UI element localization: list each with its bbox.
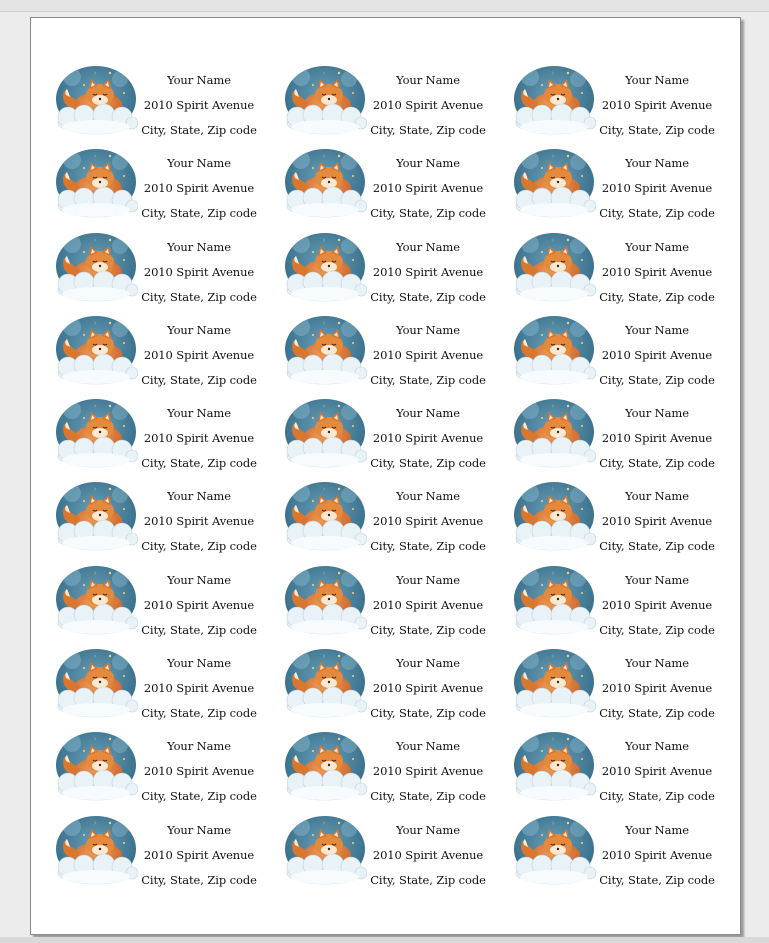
street-address[interactable]: 2010 Spirit Avenue bbox=[143, 98, 255, 112]
address-block bbox=[141, 734, 257, 809]
recipient-name[interactable]: Your Name bbox=[167, 322, 231, 337]
address-label bbox=[279, 645, 508, 728]
address-block bbox=[599, 151, 715, 226]
city-state-zip[interactable]: City, State, Zip code bbox=[370, 372, 486, 387]
sleeping-fox-on-cloud-icon bbox=[512, 65, 596, 139]
address-label bbox=[508, 312, 737, 395]
address-block bbox=[370, 318, 486, 393]
recipient-name[interactable]: Your Name bbox=[625, 822, 689, 837]
recipient-name[interactable]: Your Name bbox=[167, 73, 231, 87]
street-address[interactable]: 2010 Spirit Avenue bbox=[601, 181, 713, 196]
address-block bbox=[599, 484, 715, 559]
address-block bbox=[599, 568, 715, 643]
street-address[interactable]: 2010 Spirit Avenue bbox=[372, 764, 484, 779]
label-sheet-page bbox=[30, 17, 741, 935]
address-label bbox=[508, 395, 737, 478]
city-state-zip[interactable]: City, State, Zip code bbox=[599, 123, 715, 137]
recipient-name[interactable]: Your Name bbox=[396, 822, 460, 837]
city-state-zip[interactable]: City, State, Zip code bbox=[141, 456, 257, 471]
address-label bbox=[50, 812, 279, 895]
street-address[interactable]: 2010 Spirit Avenue bbox=[601, 681, 713, 696]
address-label bbox=[50, 145, 279, 228]
sleeping-fox-on-cloud-icon bbox=[283, 315, 367, 389]
city-state-zip[interactable]: City, State, Zip code bbox=[370, 456, 486, 471]
city-state-zip[interactable]: City, State, Zip code bbox=[370, 123, 486, 137]
recipient-name[interactable]: Your Name bbox=[396, 489, 460, 504]
street-address[interactable]: 2010 Spirit Avenue bbox=[143, 764, 255, 779]
city-state-zip[interactable]: City, State, Zip code bbox=[599, 456, 715, 471]
address-block bbox=[599, 235, 715, 310]
sleeping-fox-on-cloud-icon bbox=[54, 65, 138, 139]
city-state-zip[interactable]: City, State, Zip code bbox=[599, 289, 715, 304]
sleeping-fox-on-cloud-icon bbox=[512, 398, 596, 472]
street-address[interactable]: 2010 Spirit Avenue bbox=[372, 514, 484, 529]
street-address[interactable]: 2010 Spirit Avenue bbox=[601, 847, 713, 862]
recipient-name[interactable]: Your Name bbox=[167, 406, 231, 421]
recipient-name[interactable]: Your Name bbox=[625, 406, 689, 421]
recipient-name[interactable]: Your Name bbox=[167, 489, 231, 504]
viewer-top-bar bbox=[0, 0, 769, 12]
address-label bbox=[508, 812, 737, 895]
sleeping-fox-on-cloud-icon bbox=[512, 731, 596, 805]
street-address[interactable]: 2010 Spirit Avenue bbox=[601, 431, 713, 446]
recipient-name[interactable]: Your Name bbox=[625, 489, 689, 504]
address-label bbox=[279, 229, 508, 312]
address-label bbox=[508, 62, 737, 145]
address-label bbox=[50, 312, 279, 395]
sleeping-fox-on-cloud-icon bbox=[512, 815, 596, 889]
address-label bbox=[279, 395, 508, 478]
street-address[interactable]: 2010 Spirit Avenue bbox=[372, 431, 484, 446]
city-state-zip[interactable]: City, State, Zip code bbox=[141, 289, 257, 304]
city-state-zip[interactable]: City, State, Zip code bbox=[141, 789, 257, 804]
address-label bbox=[279, 478, 508, 561]
address-block bbox=[370, 401, 486, 476]
city-state-zip[interactable]: City, State, Zip code bbox=[141, 622, 257, 637]
address-label bbox=[279, 562, 508, 645]
sleeping-fox-on-cloud-icon bbox=[283, 648, 367, 722]
street-address[interactable]: 2010 Spirit Avenue bbox=[143, 681, 255, 696]
city-state-zip[interactable]: City, State, Zip code bbox=[370, 289, 486, 304]
city-state-zip[interactable]: City, State, Zip code bbox=[599, 539, 715, 554]
city-state-zip[interactable]: City, State, Zip code bbox=[141, 706, 257, 721]
street-address[interactable]: 2010 Spirit Avenue bbox=[143, 847, 255, 862]
address-label bbox=[508, 229, 737, 312]
street-address[interactable]: 2010 Spirit Avenue bbox=[601, 264, 713, 279]
sleeping-fox-on-cloud-icon bbox=[54, 731, 138, 805]
street-address[interactable]: 2010 Spirit Avenue bbox=[372, 347, 484, 362]
street-address[interactable]: 2010 Spirit Avenue bbox=[372, 181, 484, 196]
street-address[interactable]: 2010 Spirit Avenue bbox=[601, 514, 713, 529]
street-address[interactable]: 2010 Spirit Avenue bbox=[601, 98, 713, 112]
address-label bbox=[279, 312, 508, 395]
sleeping-fox-on-cloud-icon bbox=[54, 148, 138, 222]
street-address[interactable]: 2010 Spirit Avenue bbox=[601, 597, 713, 612]
recipient-name[interactable]: Your Name bbox=[167, 572, 231, 587]
sleeping-fox-on-cloud-icon bbox=[283, 731, 367, 805]
city-state-zip[interactable]: City, State, Zip code bbox=[599, 872, 715, 887]
sleeping-fox-on-cloud-icon bbox=[54, 815, 138, 889]
recipient-name[interactable]: Your Name bbox=[625, 322, 689, 337]
sleeping-fox-on-cloud-icon bbox=[54, 565, 138, 639]
city-state-zip[interactable]: City, State, Zip code bbox=[141, 872, 257, 887]
sleeping-fox-on-cloud-icon bbox=[54, 648, 138, 722]
recipient-name[interactable]: Your Name bbox=[625, 239, 689, 254]
label-grid bbox=[50, 62, 737, 895]
city-state-zip[interactable]: City, State, Zip code bbox=[370, 206, 486, 221]
city-state-zip[interactable]: City, State, Zip code bbox=[370, 706, 486, 721]
city-state-zip[interactable]: City, State, Zip code bbox=[599, 789, 715, 804]
recipient-name[interactable]: Your Name bbox=[625, 73, 689, 87]
sleeping-fox-on-cloud-icon bbox=[283, 65, 367, 139]
address-block bbox=[141, 318, 257, 393]
street-address[interactable]: 2010 Spirit Avenue bbox=[601, 764, 713, 779]
address-label bbox=[508, 478, 737, 561]
address-block bbox=[599, 818, 715, 893]
street-address[interactable]: 2010 Spirit Avenue bbox=[143, 514, 255, 529]
recipient-name[interactable]: Your Name bbox=[167, 239, 231, 254]
city-state-zip[interactable]: City, State, Zip code bbox=[141, 206, 257, 221]
sleeping-fox-on-cloud-icon bbox=[54, 232, 138, 306]
street-address[interactable]: 2010 Spirit Avenue bbox=[143, 347, 255, 362]
address-label bbox=[508, 562, 737, 645]
sleeping-fox-on-cloud-icon bbox=[283, 398, 367, 472]
address-block bbox=[141, 151, 257, 226]
recipient-name[interactable]: Your Name bbox=[396, 406, 460, 421]
address-label bbox=[279, 145, 508, 228]
address-block bbox=[370, 68, 486, 143]
recipient-name[interactable]: Your Name bbox=[625, 156, 689, 171]
street-address[interactable]: 2010 Spirit Avenue bbox=[372, 597, 484, 612]
address-label bbox=[508, 728, 737, 811]
city-state-zip[interactable]: City, State, Zip code bbox=[599, 372, 715, 387]
address-label bbox=[508, 145, 737, 228]
sleeping-fox-on-cloud-icon bbox=[54, 315, 138, 389]
sleeping-fox-on-cloud-icon bbox=[283, 815, 367, 889]
street-address[interactable]: 2010 Spirit Avenue bbox=[372, 98, 484, 112]
sleeping-fox-on-cloud-icon bbox=[54, 398, 138, 472]
recipient-name[interactable]: Your Name bbox=[167, 739, 231, 754]
address-block bbox=[370, 818, 486, 893]
city-state-zip[interactable]: City, State, Zip code bbox=[370, 872, 486, 887]
recipient-name[interactable]: Your Name bbox=[625, 656, 689, 671]
street-address[interactable]: 2010 Spirit Avenue bbox=[143, 181, 255, 196]
address-block bbox=[141, 484, 257, 559]
sleeping-fox-on-cloud-icon bbox=[512, 648, 596, 722]
sleeping-fox-on-cloud-icon bbox=[283, 481, 367, 555]
recipient-name[interactable]: Your Name bbox=[396, 239, 460, 254]
address-block bbox=[370, 651, 486, 726]
address-label bbox=[279, 728, 508, 811]
sleeping-fox-on-cloud-icon bbox=[283, 232, 367, 306]
street-address[interactable]: 2010 Spirit Avenue bbox=[143, 264, 255, 279]
address-block bbox=[141, 818, 257, 893]
city-state-zip[interactable]: City, State, Zip code bbox=[599, 622, 715, 637]
sleeping-fox-on-cloud-icon bbox=[512, 232, 596, 306]
address-block bbox=[141, 568, 257, 643]
address-label bbox=[279, 62, 508, 145]
address-block bbox=[141, 651, 257, 726]
recipient-name[interactable]: Your Name bbox=[396, 156, 460, 171]
city-state-zip[interactable]: City, State, Zip code bbox=[141, 539, 257, 554]
address-block bbox=[599, 651, 715, 726]
address-block bbox=[141, 68, 257, 143]
address-label bbox=[279, 812, 508, 895]
address-label bbox=[50, 478, 279, 561]
city-state-zip[interactable]: City, State, Zip code bbox=[141, 372, 257, 387]
sleeping-fox-on-cloud-icon bbox=[283, 148, 367, 222]
address-block bbox=[370, 734, 486, 809]
city-state-zip[interactable]: City, State, Zip code bbox=[141, 123, 257, 137]
sleeping-fox-on-cloud-icon bbox=[283, 565, 367, 639]
recipient-name[interactable]: Your Name bbox=[167, 822, 231, 837]
address-block bbox=[370, 235, 486, 310]
recipient-name[interactable]: Your Name bbox=[396, 73, 460, 87]
recipient-name[interactable]: Your Name bbox=[167, 156, 231, 171]
recipient-name[interactable]: Your Name bbox=[167, 656, 231, 671]
recipient-name[interactable]: Your Name bbox=[396, 572, 460, 587]
address-block bbox=[599, 68, 715, 143]
city-state-zip[interactable]: City, State, Zip code bbox=[370, 539, 486, 554]
city-state-zip[interactable]: City, State, Zip code bbox=[370, 789, 486, 804]
recipient-name[interactable]: Your Name bbox=[396, 656, 460, 671]
street-address[interactable]: 2010 Spirit Avenue bbox=[372, 264, 484, 279]
address-block bbox=[141, 235, 257, 310]
address-label bbox=[50, 562, 279, 645]
street-address[interactable]: 2010 Spirit Avenue bbox=[143, 597, 255, 612]
sleeping-fox-on-cloud-icon bbox=[512, 481, 596, 555]
address-label bbox=[50, 229, 279, 312]
sleeping-fox-on-cloud-icon bbox=[512, 148, 596, 222]
address-block bbox=[370, 151, 486, 226]
street-address[interactable]: 2010 Spirit Avenue bbox=[143, 431, 255, 446]
address-block bbox=[599, 401, 715, 476]
city-state-zip[interactable]: City, State, Zip code bbox=[599, 206, 715, 221]
address-block bbox=[599, 734, 715, 809]
address-block bbox=[599, 318, 715, 393]
recipient-name[interactable]: Your Name bbox=[396, 322, 460, 337]
street-address[interactable]: 2010 Spirit Avenue bbox=[372, 847, 484, 862]
address-label bbox=[50, 728, 279, 811]
city-state-zip[interactable]: City, State, Zip code bbox=[599, 706, 715, 721]
city-state-zip[interactable]: City, State, Zip code bbox=[370, 622, 486, 637]
sleeping-fox-on-cloud-icon bbox=[54, 481, 138, 555]
recipient-name[interactable]: Your Name bbox=[625, 572, 689, 587]
street-address[interactable]: 2010 Spirit Avenue bbox=[601, 347, 713, 362]
address-block bbox=[141, 401, 257, 476]
recipient-name[interactable]: Your Name bbox=[396, 739, 460, 754]
viewer-bottom-strip bbox=[0, 937, 769, 943]
address-block bbox=[370, 484, 486, 559]
address-block bbox=[370, 568, 486, 643]
address-label bbox=[50, 62, 279, 145]
sleeping-fox-on-cloud-icon bbox=[512, 565, 596, 639]
address-label bbox=[50, 395, 279, 478]
street-address[interactable]: 2010 Spirit Avenue bbox=[372, 681, 484, 696]
recipient-name[interactable]: Your Name bbox=[625, 739, 689, 754]
sleeping-fox-on-cloud-icon bbox=[512, 315, 596, 389]
address-label bbox=[508, 645, 737, 728]
address-label bbox=[50, 645, 279, 728]
